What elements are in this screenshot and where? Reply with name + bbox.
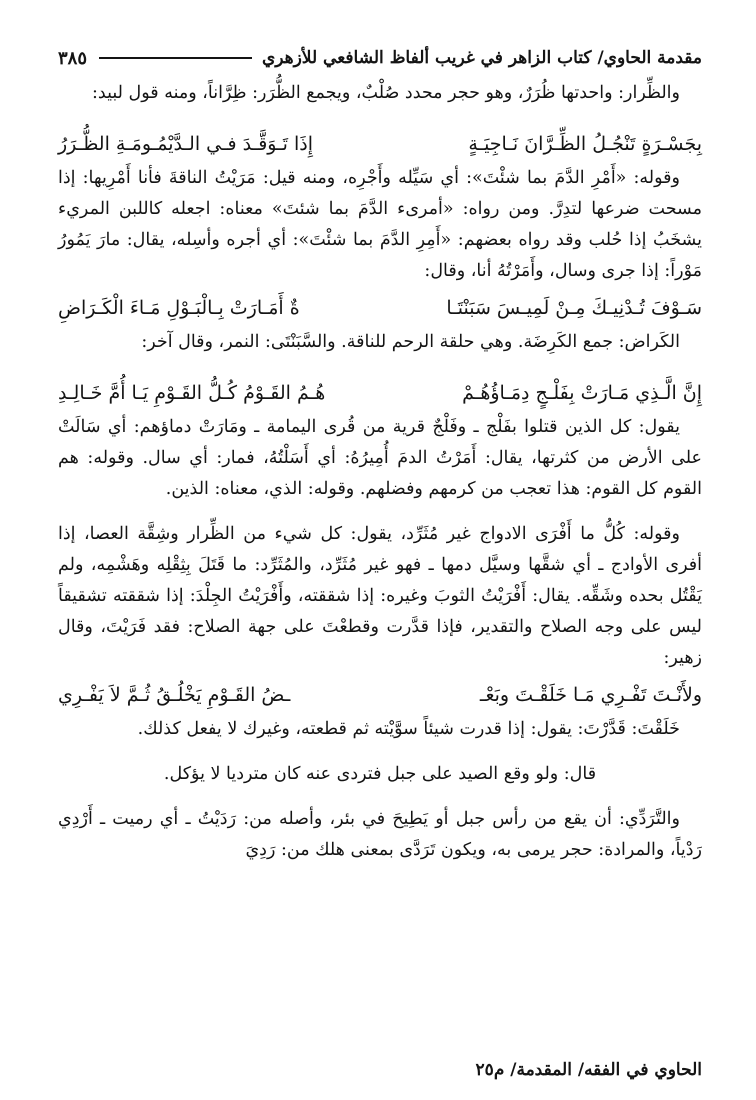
verse-3-first-hemistich: إِنَّ الَّـذِي مَـارَتْ بِفَلْـجٍ دِمَـاؤُهُـمْ — [462, 382, 702, 404]
footer-signature: الحاوي في الفقه/ المقدمة/ م٢٥ — [475, 1060, 702, 1080]
paragraph-4: يقول: كل الذين قتلوا بفَلْج ـ وفَلْجٌ قرية من قُرى اليمامة ـ ومَارَتْ دماؤهم: أي سَالَتْ على الأرض من كثرتها، يقال: أَمَرْتُ الدمَ أُمِيرُهُ: أي أَسَلْتُهُ، فمار: أي سال. وقوله: هم القوم كل القوم: هذا تعجب من كرمهم وفضلهم. وقوله: الذي، معناه: الذين. — [58, 417, 702, 499]
verse-1-first-hemistich: بِجَسْـرَةٍ تَنْجُـلُ الظِّـرَّانَ نَـاجِيَـةٍ — [468, 133, 702, 155]
verse-4-second-hemistich: ـضُ القَـوْمِ يَخْلُـقُ ثُـمَّ لاَ يَفْـرِي — [58, 684, 291, 706]
verse-1 — [58, 127, 702, 161]
running-header — [58, 38, 702, 78]
paragraph-8: والتَّرَدِّي: أن يقع من رأس جبل أو يَطِيحَ في بئر، وأصله من: رَدَيْتُ ـ أي رميت ـ أَرْدِي رَدْياً، والمرادة: حجر يرمى به، ويكون تَرَدَّى بمعنى هلك من: رَدِيَ — [58, 809, 702, 860]
page-number: ٣٨٥ — [58, 47, 88, 69]
paragraph-6: خَلَقْتَ: قَدَّرْتَ: يقول: إذا قدرت شيئاً سوَّيْته ثم قطعته، وغيرك لا يفعل كذلك. — [137, 719, 680, 739]
verse-2-first-hemistich: سَـوْفَ تُـدْنِيـكَ مِـنْ لَمِيـسَ سَبَنْتَـا — [446, 297, 702, 319]
paragraph-1: والظِّرار: واحدتها ظُرَرٌ، وهو حجر محدد صُلْبٌ، ويجمع الظُّرَر: ظِرَّاناً، ومنه قول لبيد: — [92, 83, 680, 103]
verse-1-second-hemistich: إِذَا تَـوَقَّـدَ فـي الـدَّيْمُـومَـةِ الظُّـرَرُ — [58, 133, 314, 155]
paragraph-7: قال: ولو وقع الصيد على جبل فتردى عنه كان مترديا لا يؤكل. — [163, 764, 597, 784]
verse-4-first-hemistich: ولأَنْـتَ تَفْـرِي مَـا خَلَقْـتَ وبَعْـ — [479, 684, 702, 706]
header-rule — [99, 57, 252, 59]
verse-2-second-hemistich: ةٌ أَمَـارَتْ بِـالْبَـوْلِ مَـاءَ الْكَـرَاضِ — [58, 297, 300, 319]
paragraph-5: وقوله: كُلُّ ما أَفْرَى الادواج غير مُثَرِّد، يقول: كل شيء من الظِّرار وشِقَّة العصا، إذا أفرى الأوادج ـ أي شقَّها وسيَّل دمها ـ فهو غير مُثَرِّد، والمُثَرِّد: ما قَتَلَ بِثِقْلِه وهَشْمِه، ولم يَقْتُل بحده وشَقِّه. يقال: أَفْرَيْتُ الثوبَ وغيره: إذا شققته، وأَفْرَيْتُ الجِلْدَ: إذا شققته تشقيقاً ليس على وجه الصلاح والتقدير، فإذا قدَّرت وقطعْتَ على جهة الصلاح: فقد فَرَيْتَ، وقال زهير: — [58, 524, 702, 668]
paragraph-2: وقوله: «أَمْرِ الدَّمَ بما شئْتَ»: أي سَيِّله وأَجْرِه، ومنه قيل: مَرَيْتُ الناقةَ فأنا أَمْرِيها: إذا مسحت ضرعها لتدِرَّ. ومن رواه: «أمرىء الدَّمَ بما شئتَ» معناه: اجعله كاللبن المريء يشخَبُ إذا حُلب وقد رواه بعضهم: «أَمِرِ الدَّمَ بما شئْتَ»: أي أجره وأسِله، يقال: مارَ يَمُورُ مَوْراً: إذا جرى وسال، وأَمَرْتُهُ أنا، وقال: — [58, 168, 702, 281]
verse-2 — [58, 291, 702, 325]
verse-4 — [58, 678, 702, 712]
verse-3-second-hemistich: هُـمُ القَـوْمُ كُـلُّ القَـوْمِ يَـا أُمَّ خَـالِـدِ — [58, 382, 326, 404]
paragraph-3: الكَراض: جمع الكَرِضَة. وهي حلقة الرحم للناقة. والسَّبَنْتَى: النمر، وقال آخر: — [141, 332, 680, 352]
page-body — [58, 78, 702, 866]
header-title: مقدمة الحاوي/ كتاب الزاهر في غريب ألفاظ الشافعي للأزهري — [261, 48, 702, 68]
verse-3 — [58, 376, 702, 410]
